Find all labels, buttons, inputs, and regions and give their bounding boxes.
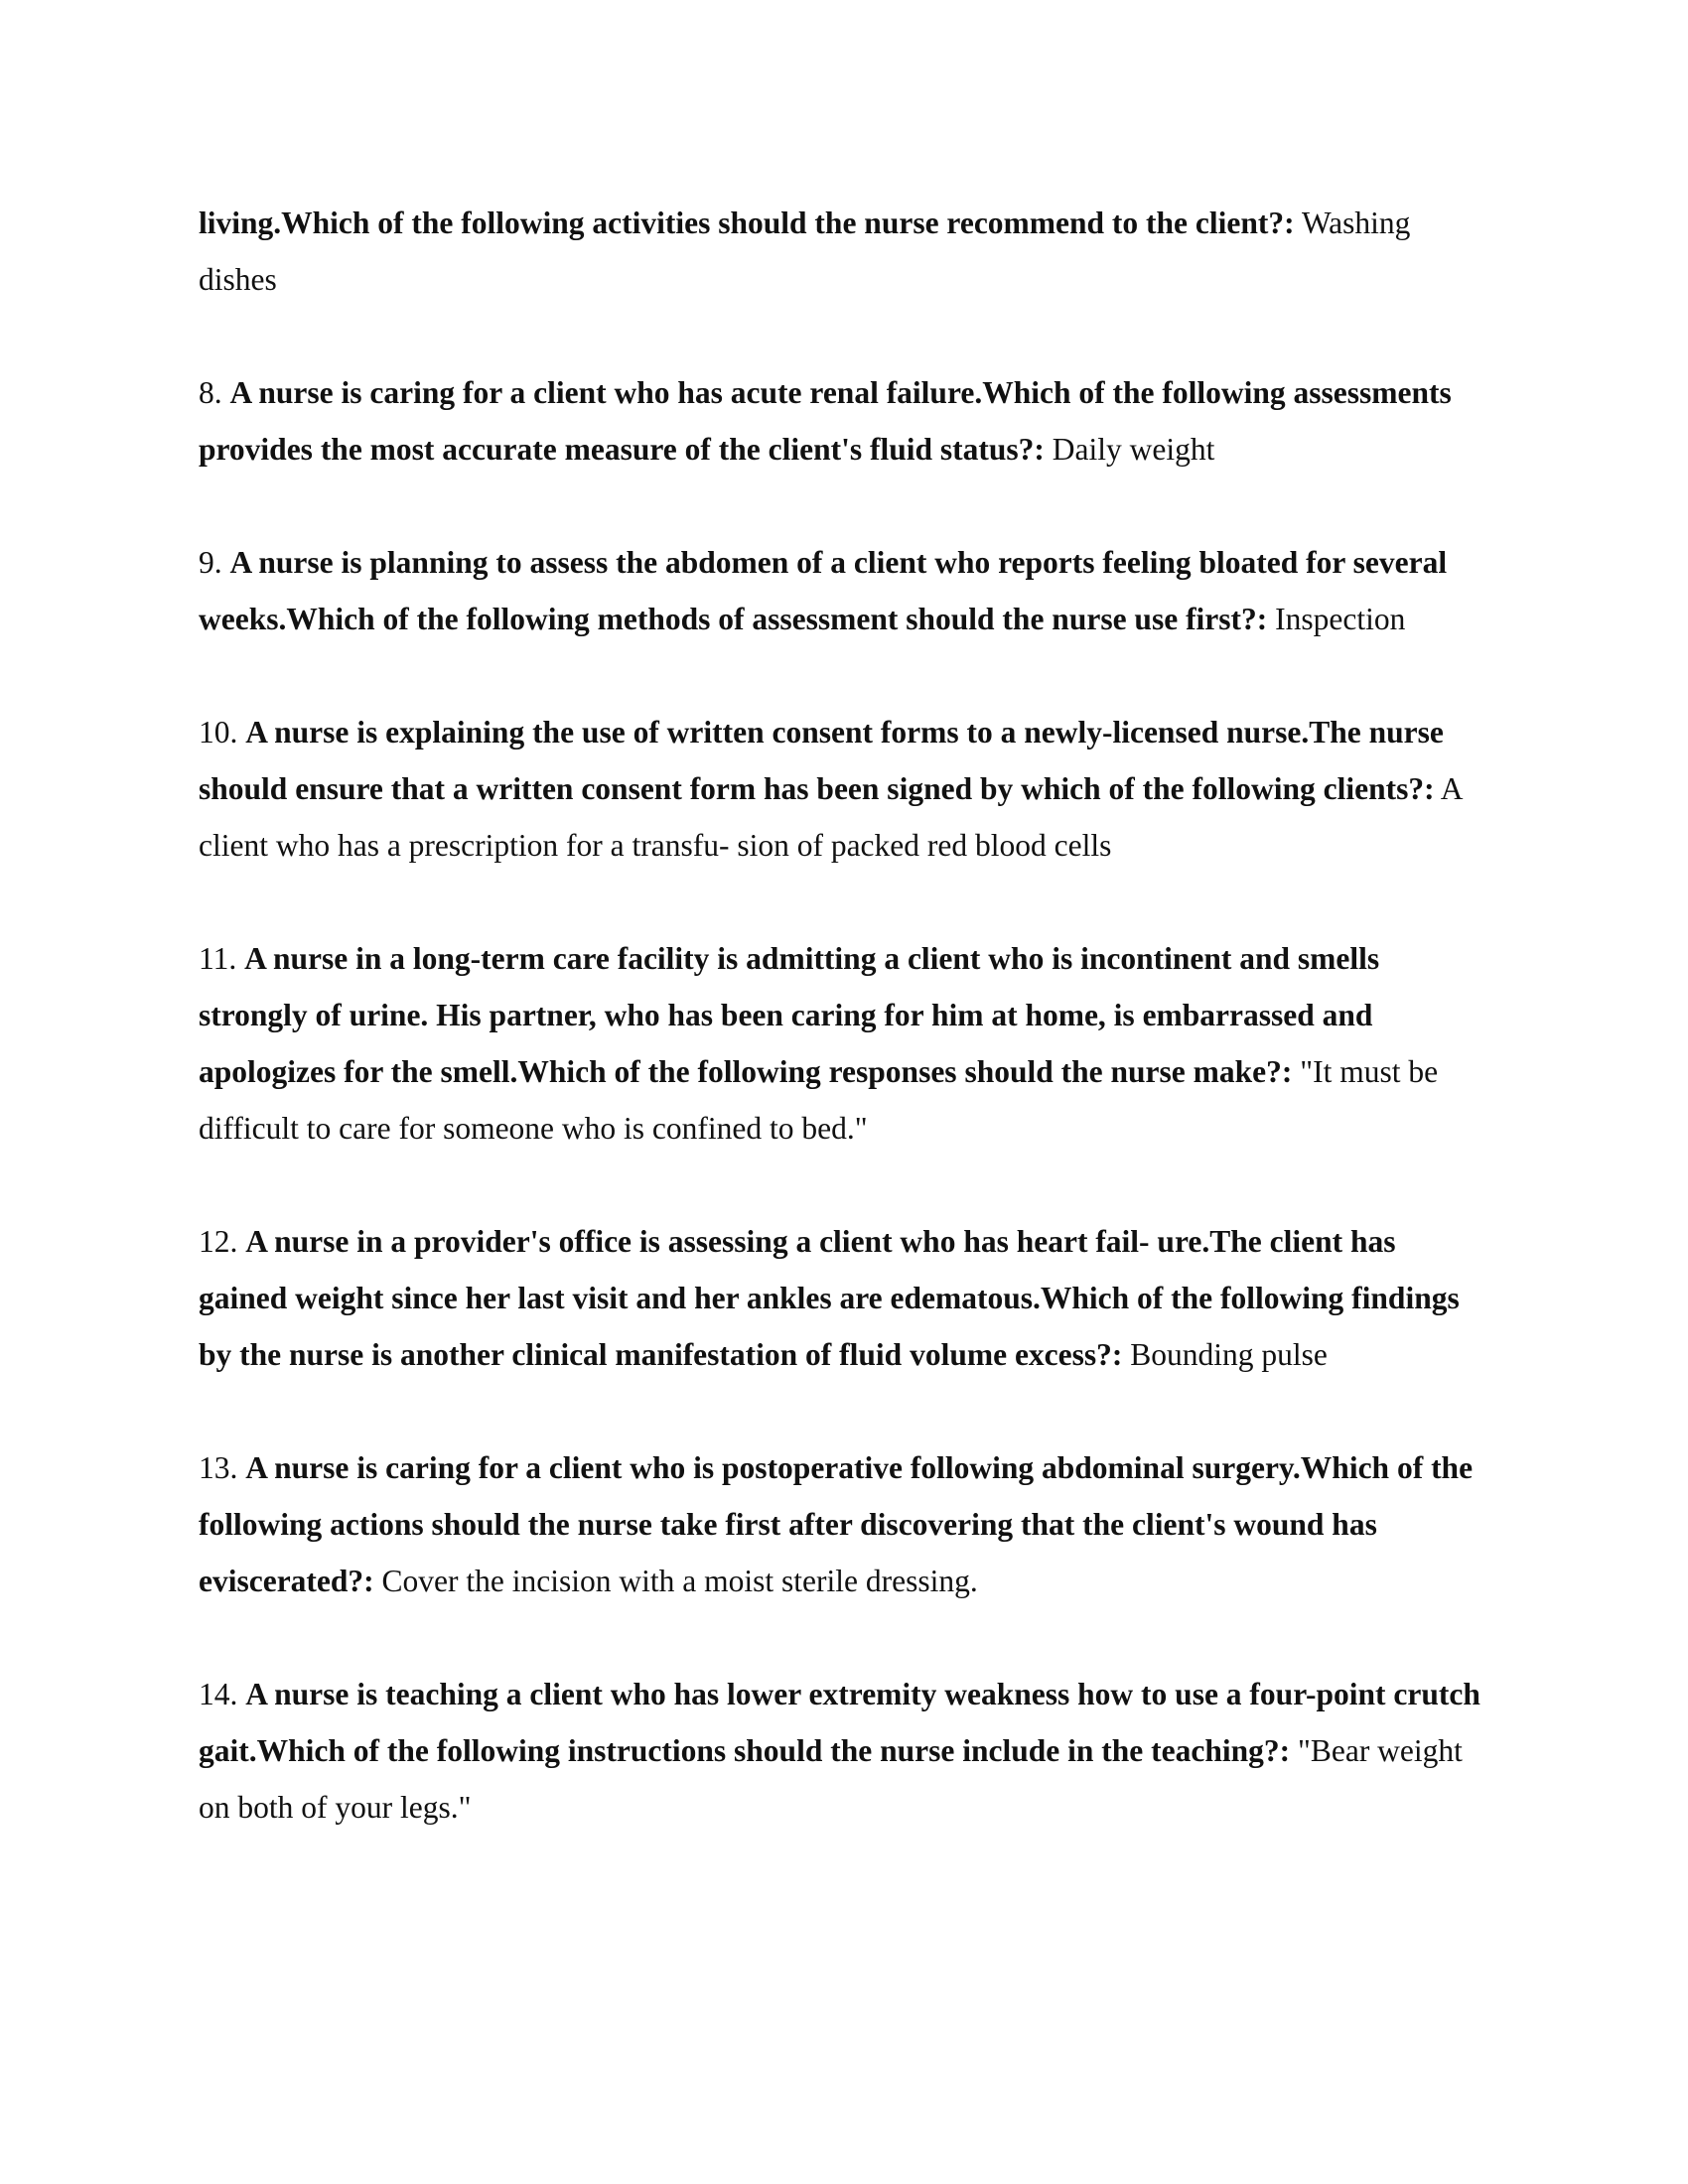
question-text: living.Which of the following activities should the nurse recommend to the client?: [199,205,1295,240]
question-text: A nurse in a long-term care facility is admitting a client who is incontinent and smells strongly of urine. His partner, who has been caring for him at home, is embarrassed and apologizes for the smell.Which of the following responses should the nurse make?: [199,941,1380,1089]
question-number: 8. [199,375,222,410]
qa-item-continued [199,195,1489,308]
answer-text: Cover the incision with a moist sterile dressing. [381,1564,978,1598]
answer-text: "It must be difficult to care for someone who is confined to bed." [199,1054,1439,1146]
answer-text: Bounding pulse [1130,1337,1328,1372]
document-page [199,195,1489,1892]
qa-item-8 [199,364,1489,478]
question-number: 14. [199,1677,238,1711]
question-number: 9. [199,545,222,580]
question-text: A nurse is explaining the use of written consent forms to a newly-licensed nurse.The nurse should ensure that a written consent form has been signed by which of the following clients?: [199,715,1444,806]
question-text: A nurse is caring for a client who has acute renal failure.Which of the following assessments provides the most accurate measure of the client's fluid status?: [199,375,1452,467]
question-number: 10. [199,715,238,750]
question-number: 13. [199,1450,238,1485]
qa-item-13 [199,1439,1489,1609]
answer-text: Daily weight [1052,432,1215,467]
qa-item-14 [199,1666,1489,1836]
answer-text: Washing dishes [199,205,1411,297]
qa-item-9 [199,534,1489,647]
question-number: 11. [199,941,237,976]
answer-text: A client who has a prescription for a transfu- sion of packed red blood cells [199,771,1462,863]
question-number: 12. [199,1224,238,1259]
answer-text: Inspection [1275,602,1406,636]
question-text: A nurse in a provider's office is assessing a client who has heart fail- ure.The client has gained weight since her last visit and her ankles are edematous.Which of the following findings by the nurse is another clinical manifestation of fluid volume excess?: [199,1224,1460,1372]
qa-item-12 [199,1213,1489,1383]
qa-item-10 [199,704,1489,874]
answer-text: "Bear weight on both of your legs." [199,1733,1463,1825]
qa-item-11 [199,930,1489,1157]
question-text: A nurse is caring for a client who is postoperative following abdominal surgery.Which of the following actions should the nurse take first after discovering that the client's wound has eviscerated?: [199,1450,1474,1598]
question-text: A nurse is teaching a client who has lower extremity weakness how to use a four-point crutch gait.Which of the following instructions should the nurse include in the teaching?: [199,1677,1480,1768]
question-text: A nurse is planning to assess the abdomen of a client who reports feeling bloated for several weeks.Which of the following methods of assessment should the nurse use first?: [199,545,1448,636]
